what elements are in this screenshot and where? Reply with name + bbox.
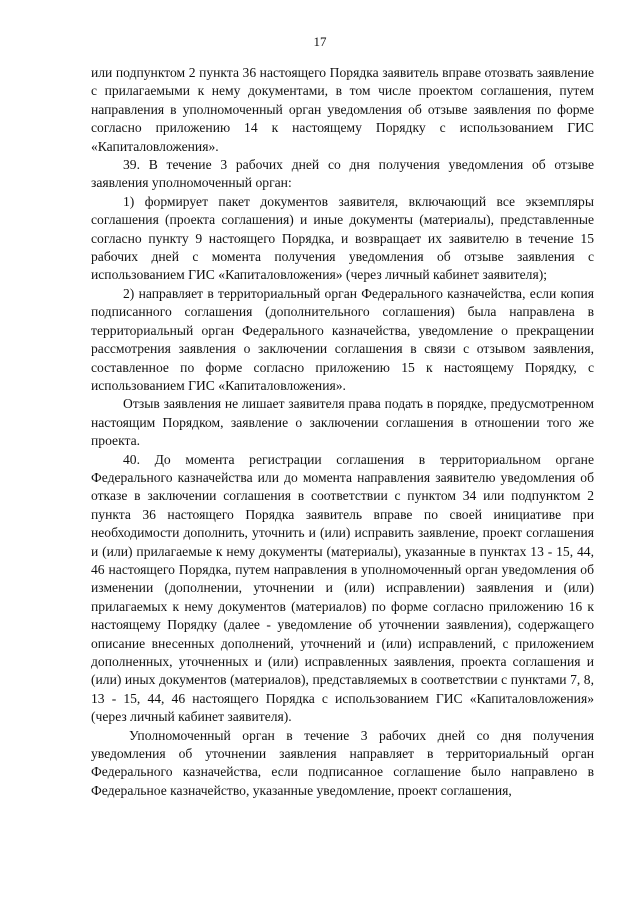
paragraph-subitem-2: 2) направляет в территориальный орган Федерального казначейства, если копия подписанного соглашения (дополнительного соглашения) была направлена в территориальный орган Федерального казначейства, уведомление о прекращении рассмотрения заявления о заключении соглашения в связи с отзывом заявления, составленное по форме согласно приложению 15 к настоящему Порядку, с использованием ГИС «Капиталовложения».: [91, 285, 594, 393]
page-number: 17: [313, 34, 327, 49]
document-body: [91, 64, 594, 800]
paragraph-subitem-1: 1) формирует пакет документов заявителя, включающий все экземпляры соглашения (проекта соглашения) и иные документы (материалы), представленные согласно пункту 9 настоящего Порядка, и возвращает их заявителю в течение 15 рабочих дней с момента получения уведомления об отзыве заявления с использованием ГИС «Капиталовложения» (через личный кабинет заявителя);: [91, 193, 594, 283]
paragraph-item-40: 40. До момента регистрации соглашения в территориальном органе Федерального казначейства или до момента направления заявителю уведомления об отказе в заключении соглашения в соответствии с пунктом 34 или подпунктом 2 пункта 36 настоящего Порядка заявитель вправе по своей инициативе при необходимости дополнить, уточнить и (или) исправить заявление, проект соглашения и (или) прилагаемые к нему документы (материалы), указанные в пунктах 13 - 15, 44, 46 настоящего Порядка, путем направления в уполномоченный орган уведомления об изменении (дополнении, уточнении и (или) исправлении) заявления и (или) прилагаемых к нему документов (материалов) по форме согласно приложению 16 к настоящему Порядку (далее - уведомление об уточнении заявления), содержащего описание внесенных дополнений, уточнений и (или) исправлений, с приложением дополненных, уточненных и (или) исправленных заявления, проекта соглашения и (или) иных документов (материалов), представляемых в соответствии с пунктами 7, 8, 13 - 15, 44, 46 настоящего Порядка с использованием ГИС «Капиталовложения» (через личный кабинет заявителя).: [91, 451, 594, 725]
paragraph-item-39: 39. В течение 3 рабочих дней со дня получения уведомления об отзыве заявления уполномоченный орган:: [91, 157, 594, 191]
paragraph-authorized-body: Уполномоченный орган в течение 3 рабочих дней со дня получения уведомления об уточнении заявления направляет в территориальный орган Федерального казначейства, если подписанное соглашение было направлено в Федеральное казначейство, указанные уведомление, проект соглашения,: [91, 727, 594, 798]
paragraph-continuation: или подпунктом 2 пункта 36 настоящего Порядка заявитель вправе отозвать заявление с прилагаемыми к нему документами, в том числе проектом соглашения, путем направления в уполномоченный орган уведомления об отзыве заявления по форме согласно приложению 14 к настоящему Порядку с использованием ГИС «Капиталовложения».: [91, 65, 594, 154]
paragraph-withdrawal-note: Отзыв заявления не лишает заявителя права подать в порядке, предусмотренном настоящим Порядком, заявление о заключении соглашения в отношении того же проекта.: [91, 396, 594, 449]
